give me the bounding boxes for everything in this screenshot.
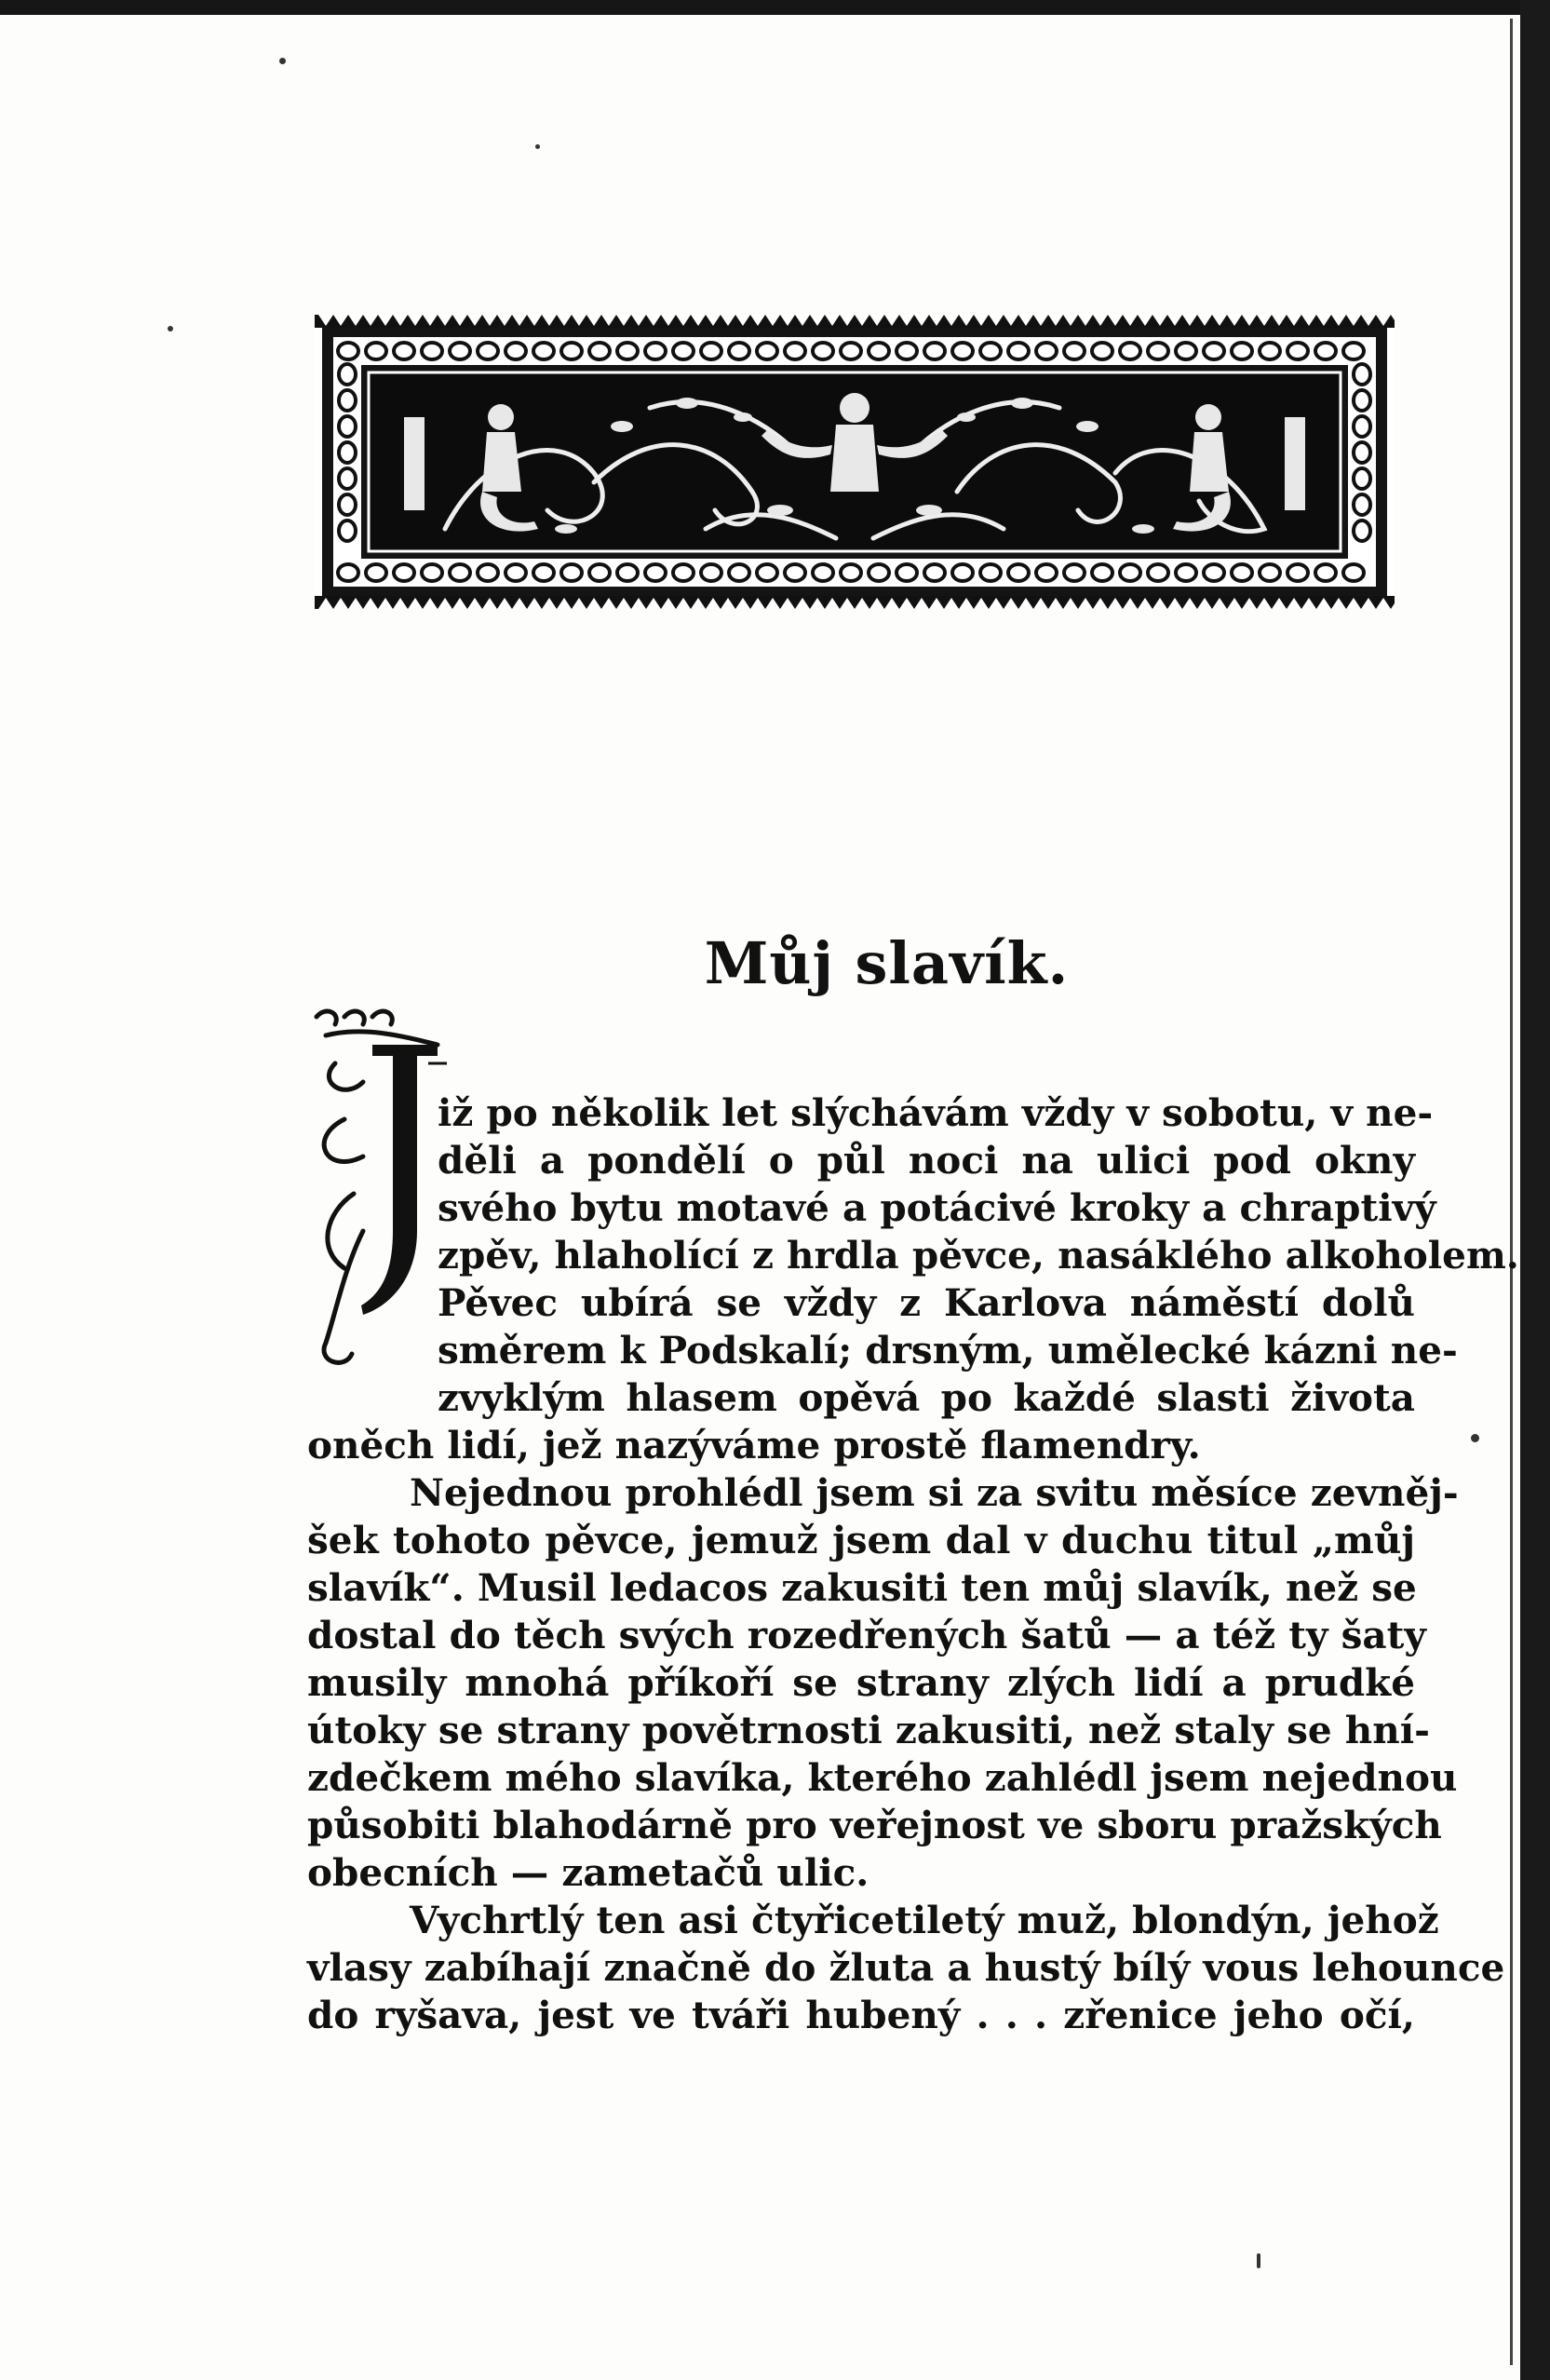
text-line: dostal do těch svých rozedřených šatů — a též ty šaty [307, 1613, 1426, 1657]
text-line: Pěvec ubírá se vždy z Karlova náměstí dolů [438, 1280, 1415, 1325]
scan-speck [1257, 2253, 1260, 2268]
text-line: do ryšava, jest ve tváři hubený . . . zřenice jeho očí, [307, 1993, 1415, 2037]
paragraph-1 [307, 1089, 1519, 1469]
body-text [307, 1089, 1519, 2039]
text-line: iž po několik let slýchávám vždy v sobotu, v ne- [438, 1090, 1434, 1135]
chapter-title: Můj slavík. [704, 929, 1070, 997]
text-line: šek tohoto pěvce, jemuž jsem dal v duchu titul „můj [307, 1518, 1415, 1562]
text-line: děli a pondělí o půl noci na ulici pod okny [438, 1138, 1415, 1183]
text-line: vlasy zabíhají značně do žluta a hustý bílý vous lehounce [307, 1945, 1505, 1990]
scan-speck [535, 144, 540, 149]
scan-speck [168, 326, 173, 331]
scan-speck [1471, 1434, 1479, 1442]
text-line: směrem k Podskalí; drsným, umělecké kázni ne- [438, 1328, 1458, 1373]
text-line: musily mnohá příkoří se strany zlých lidí a prudké [307, 1660, 1415, 1705]
text-line: působiti blahodárně pro veřejnost ve sboru pražských [307, 1803, 1442, 1847]
page-fold-line [1510, 19, 1513, 2365]
text-line: zdečkem mého slavíka, kterého zahlédl jsem nejednou [307, 1755, 1458, 1800]
text-line: oněch lidí, jež nazýváme prostě flamendry. [307, 1423, 1201, 1467]
paragraph-2 [307, 1469, 1459, 1897]
text-line: útoky se strany povětrnosti zakusiti, než staly se hní- [307, 1708, 1430, 1752]
text-line: slavík“. Musil ledacos zakusiti ten můj slavík, než se [307, 1565, 1417, 1610]
text-line: zvyklým hlasem opěvá po každé slasti života [438, 1375, 1415, 1420]
header-ornament [315, 315, 1395, 609]
text-line: zpěv, hlaholící z hrdla pěvce, nasáklého alkoholem. [438, 1233, 1519, 1278]
text-line: Vychrtlý ten asi čtyřicetiletý muž, blondýn, jehož [410, 1898, 1439, 1942]
page-top-edge [0, 0, 1550, 15]
text-line: Nejednou prohlédl jsem si za svitu měsíce zevněj- [410, 1470, 1459, 1515]
paragraph-3 [307, 1897, 1505, 2039]
text-line: svého bytu motavé a potácivé kroky a chraptivý [438, 1185, 1436, 1230]
page-right-edge [1520, 0, 1550, 2380]
scan-speck [279, 58, 286, 64]
text-line: obecních — zametačů ulic. [307, 1850, 869, 1895]
